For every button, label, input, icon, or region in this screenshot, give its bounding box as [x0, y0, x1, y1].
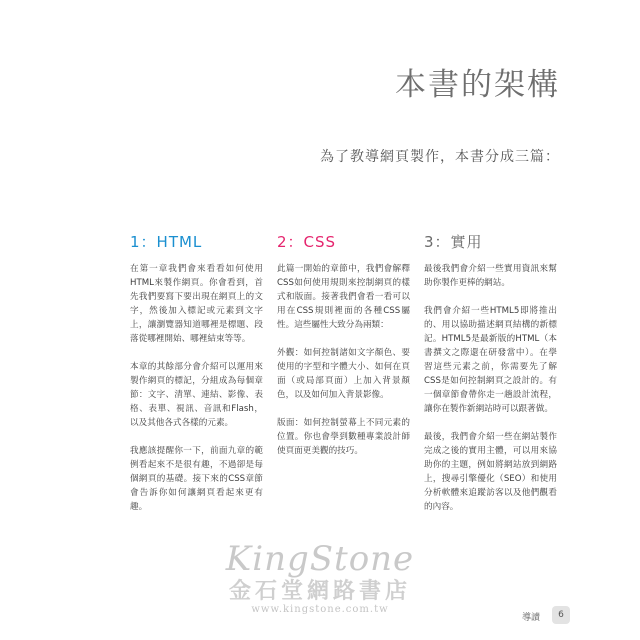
paragraph: 我們會介紹一些HTML5即將推出的、用以協助描述網頁結構的新標記。HTML5是最新版的HTML（本書撰文之際還在研發當中）。在學習這些元素之前，你需要先了解CSS是如何控制網頁之設計的。有一個章節會帶你走一趟設計流程，讓你在製作新網站時可以跟著做。: [424, 306, 557, 414]
intro-text: 為了教導網頁製作，本書分成三篇：: [320, 149, 560, 165]
column-practical: [424, 232, 557, 528]
page-number-badge: 6: [552, 606, 570, 624]
kingstone-watermark: [210, 540, 430, 615]
paragraph: 最後，我們會介紹一些在網站製作完成之後的實用主體，可以用來協助你的主題，例如將網站放到網路上，搜尋引擎優化（SEO）和使用分析軟體來追蹤訪客以及他們觀看的內容。: [424, 432, 557, 512]
paragraph: 在第一章我們會來看看如何使用HTML來製作網頁。你會看到，首先我們要寫下要出現在網頁上的文字，然後加入標記或元素到文字上，讓瀏覽器知道哪裡是標題、段落從哪裡開始、哪裡結束等等。: [130, 264, 263, 344]
column-heading-practical: 3：實用: [424, 233, 483, 251]
paragraph: 版面：如何控制螢幕上不同元素的位置。你也會學到數種專業設計師使頁面更美觀的技巧。: [277, 418, 410, 456]
column-heading-css: 2：CSS: [277, 233, 337, 251]
watermark-chinese-name: 金石堂網路書店: [228, 578, 411, 604]
column-css: [277, 232, 410, 472]
paragraph: 最後我們會介紹一些實用資訊來幫助你製作更棒的網站。: [424, 264, 557, 288]
column-heading-html: 1：HTML: [130, 233, 203, 251]
page-title: 本書的架構: [395, 66, 560, 103]
watermark-url: www.kingstone.com.tw: [251, 604, 389, 615]
footer-section-label: 導讀: [522, 613, 541, 623]
paragraph: 本章的其餘部分會介紹可以運用來製作網頁的標記，分組成為每個章節：文字、清單、連結、影像、表格、表單、視訊、音訊和Flash，以及其他各式各樣的元素。: [130, 362, 263, 428]
column-html: [130, 232, 263, 528]
watermark-brand: KingStone: [225, 539, 415, 579]
paragraph: 此篇一開始的章節中，我們會解釋CSS如何使用規則來控制網頁的樣式和版面。接著我們會看一看可以用在CSS規則裡面的各種CSS屬性。這些屬性大致分為兩類：: [277, 264, 410, 330]
paragraph: 外觀：如何控制諸如文字顏色、要使用的字型和字體大小、如何在頁面（或局部頁面）上加入背景顏色，以及如何加入背景影像。: [277, 348, 410, 400]
paragraph: 我應該提醒你一下，前面九章的範例看起來不是很有趣，不過卻是每個網頁的基礎。接下來的CSS章節會告訴你如何讓網頁看起來更有趣。: [130, 446, 263, 512]
